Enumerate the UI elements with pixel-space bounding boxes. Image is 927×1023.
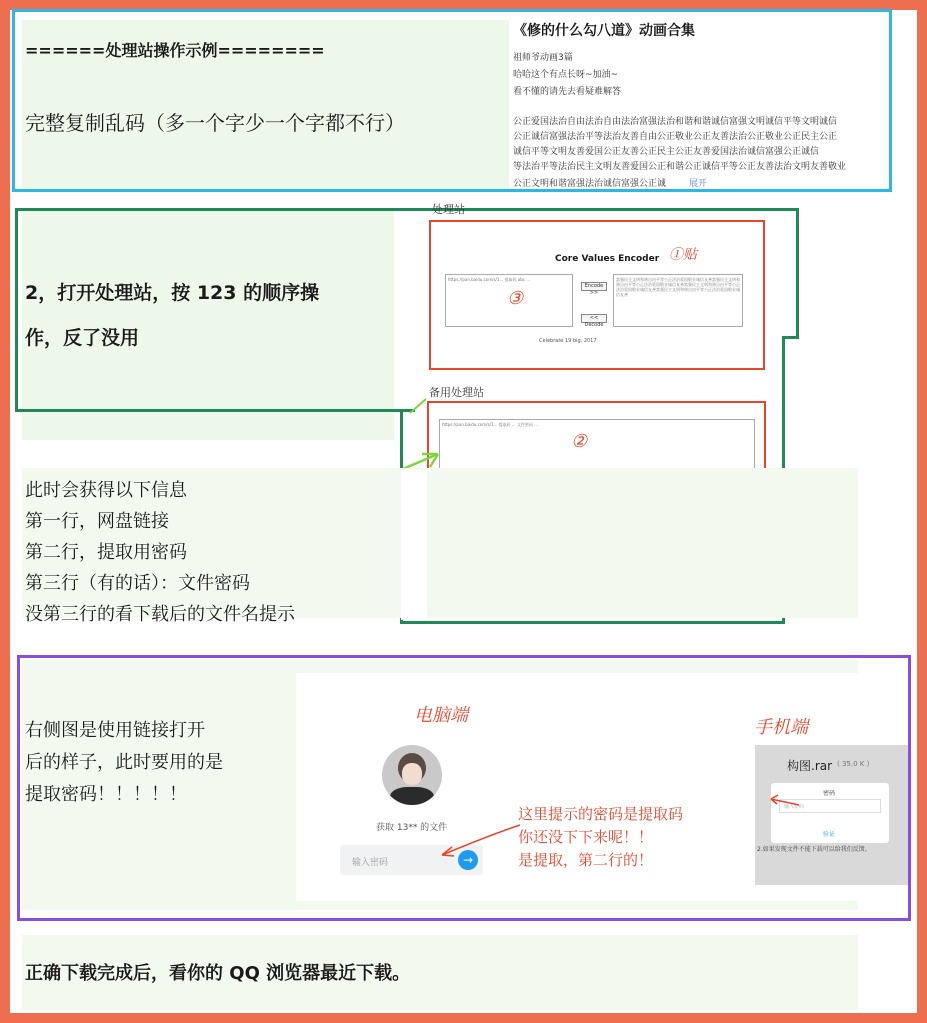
garbled-line: 公正爱国法治自由法治自由法治富强法治和谐和谐诚信富强文明诚信平等文明诚信 — [513, 117, 838, 127]
garbled-line: 公正诚信富强法治平等法治友善自由公正敬业公正友善法治公正敬业公正民主公正 — [513, 132, 838, 142]
info-line: 没第三行的看下载后的文件名提示 — [25, 604, 295, 625]
info-line: 此时会获得以下信息 — [25, 480, 187, 501]
share-text: 获取 13** 的文件 — [376, 823, 448, 833]
step2-box-line — [400, 621, 785, 624]
post-title: 《修的什么勾八道》动画合集 — [513, 23, 695, 39]
annotation-step3: ③ — [507, 288, 524, 309]
post-line: 祖师爷动画3篇 — [513, 53, 573, 63]
backup-input[interactable]: https://pan.baidu.com/s/1... 提取码 ... 文件密码 ... — [439, 419, 755, 479]
step2-box-line — [15, 409, 415, 412]
info-line: 第三行（有的话）：文件密码 — [25, 573, 250, 594]
copy-instruction: 完整复制乱码（多一个字少一个字都不行） — [25, 111, 405, 135]
annotation-paste: ①贴 — [669, 247, 697, 263]
step2-text-line1: 2，打开处理站，按 123 的顺序操 — [25, 282, 320, 304]
note-line3: 是提取，第二行的！ — [518, 851, 654, 869]
phone-label: 手机端 — [754, 717, 808, 738]
station-label: 处理站 — [432, 203, 465, 216]
info-line: 第二行，提取用密码 — [25, 542, 187, 563]
purple-box — [17, 655, 911, 921]
footer-text: 正确下载完成后，看你的 QQ 浏览器最近下载。 — [25, 963, 411, 984]
password-placeholder: 输入密码 — [352, 858, 389, 868]
garbled-line: 诚信平等文明友善爱国公正友善公正民主公正友善爱国法治诚信富强公正诚信 — [513, 147, 820, 157]
note-line2: 你还没下下来呢！！ — [518, 828, 654, 846]
note-line1: 这里提示的密码是提取码 — [518, 805, 684, 823]
section-heading: ======处理站操作示例======== — [25, 41, 325, 60]
post-line: 哈哈这个有点长呀~加油~ — [513, 70, 619, 80]
phone-verify-button[interactable]: 验证 — [823, 831, 836, 838]
encoder-card — [429, 220, 765, 370]
phone-file-name: 构图.rar — [787, 759, 833, 773]
encoder-output[interactable]: 富强民主文明和谐自由平等公正法治爱国敬业诚信友善富强民主文明和谐自由平等公正法治爱国敬业诚信友善富强民主文明和谐自由平等公正法治爱国敬业诚信友善富强民主文明和谐自由平等公正法治爱国敬业诚信友善 — [613, 274, 743, 327]
backup-gap — [401, 470, 427, 620]
phone-dialog-placeholder: 输入密码 — [784, 804, 805, 810]
purple-text-line2: 后的样子，此时要用的是 — [25, 752, 223, 773]
arrow-right-icon[interactable]: → — [458, 850, 478, 870]
step2-box-line — [796, 208, 799, 338]
green-arrow-small — [406, 395, 432, 417]
decode-button[interactable]: << Decode — [581, 314, 607, 323]
info-line: 第一行，网盘链接 — [25, 511, 169, 532]
encoder-title: Core Values Encoder — [555, 254, 660, 264]
phone-file-size: ( 35.0 K ) — [837, 760, 870, 768]
garbled-line: 公正文明和谐富强法治诚信富强公正诚 — [513, 179, 667, 189]
expand-link[interactable]: 展开 — [689, 179, 708, 189]
phone-tip: 2.如果发现文件不能下载可以给我们反馈。 — [757, 846, 871, 853]
encoder-footer: Celebrate 19 big, 2017 — [539, 338, 597, 344]
desktop-label: 电脑端 — [414, 705, 468, 726]
copy-example-box — [12, 9, 892, 192]
step2-text-line2: 作，反了没用 — [25, 327, 140, 349]
purple-text-line3: 提取密码！！！！！ — [25, 784, 187, 805]
post-line: 看不懂的请先去看疑难解答 — [513, 87, 622, 97]
purple-text-line1: 右侧图是使用链接打开 — [25, 720, 205, 741]
phone-dialog-title: 密码 — [823, 790, 836, 797]
annotation-step2: ② — [571, 431, 588, 452]
garbled-line: 等法治平等法治民主文明友善爱国公正和谐公正诚信平等公正友善法治文明友善敬业 — [513, 162, 847, 172]
encoder-input[interactable]: https://pan.baidu.com/s/1... 提取码 abc ... — [445, 274, 573, 327]
encode-button[interactable]: Encode >> — [581, 282, 607, 291]
backup-station-label: 备用处理站 — [429, 386, 484, 399]
